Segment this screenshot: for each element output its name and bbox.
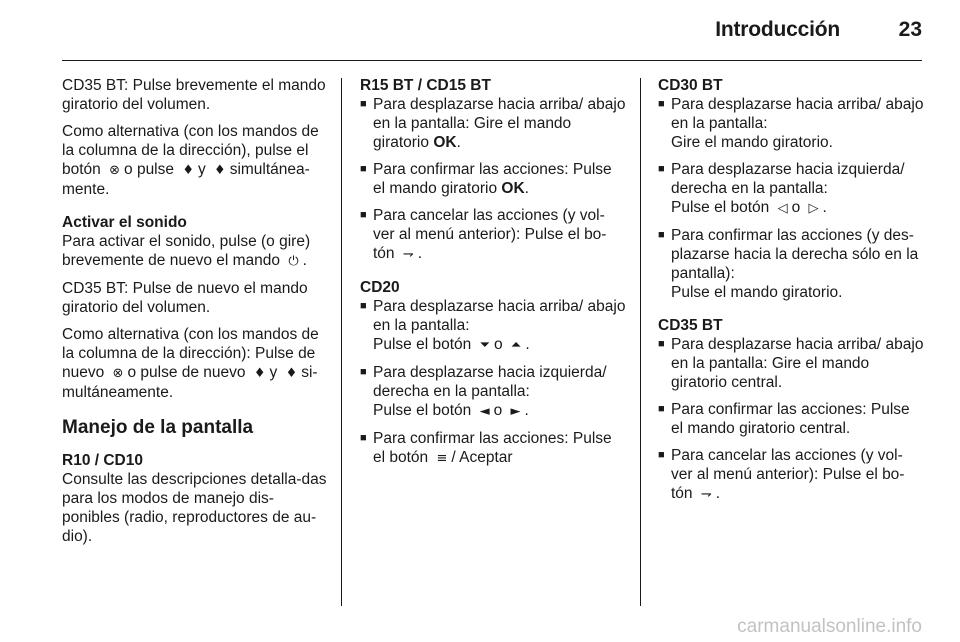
back-icon: ⇁ [700, 487, 712, 502]
volume-down-icon: ♦ [214, 163, 226, 178]
arrow-down-icon: ⏷ [479, 338, 490, 353]
paragraph: Como alternativa (con los mandos de la columna de la dirección), pulse el botón ⊗ o pulse ♦ y ♦ simultánea-mente. [62, 123, 319, 198]
list-item: ■ Para desplazarse hacia arriba/ abajo en la pantalla: Gire el mando giratorio. [658, 95, 924, 152]
volume-up-icon: ♦ [253, 366, 266, 381]
column-3 [658, 76, 924, 518]
column-1 [62, 76, 328, 554]
list-item: ■ Para desplazarse hacia arriba/ abajo en la pantalla: Gire el mando giratorio central. [658, 335, 924, 392]
column-divider-2 [640, 78, 641, 606]
arrow-right-icon: ► [510, 404, 521, 419]
volume-down-icon: ♦ [285, 366, 298, 381]
list-item: ■ Para cancelar las acciones (y vol-ver al menú anterior): Pulse el bo-tón ⇁ . [360, 206, 626, 264]
section-r15 [360, 76, 626, 264]
section-heading: R15 BT / CD15 BT [360, 77, 491, 94]
header-rule [62, 60, 922, 61]
list-item: ■ Para desplazarse hacia izquierda/ derecha en la pantalla: Pulse el botón ◄ o ► . [360, 363, 626, 421]
mute-icon: ⊗ [112, 366, 124, 381]
column-divider-1 [341, 78, 342, 606]
list-item: ■ Para confirmar las acciones: Pulse el mando giratorio OK. [360, 160, 626, 198]
section-heading: R10 / CD10 [62, 452, 143, 469]
back-icon: ⇁ [402, 247, 414, 262]
power-icon: ⏻ [288, 254, 299, 269]
section-heading: CD35 BT [658, 317, 723, 334]
volume-up-icon: ♦ [182, 163, 194, 178]
page-number: 23 [898, 18, 922, 41]
list-item: ■ Para desplazarse hacia arriba/ abajo en la pantalla: Pulse el botón ⏷ o ⏶ . [360, 297, 626, 355]
paragraph: CD35 BT: Pulse brevemente el mando giratorio del volumen. [62, 77, 326, 113]
section-activar [62, 213, 328, 402]
section-cd35 [658, 316, 924, 504]
section-heading: Activar el sonido [62, 214, 187, 231]
list-item: ■ Para confirmar las acciones: Pulse el mando giratorio central. [658, 400, 924, 438]
list-item: ■ Para confirmar las acciones: Pulse el botón ≡ / Aceptar [360, 429, 626, 468]
paragraph: Consulte las descripciones detalla-das para los modos de manejo dis-ponibles (radio, reproductores de au-dio). [62, 471, 327, 545]
arrow-left-icon: ◄ [479, 404, 490, 419]
list-item: ■ Para cancelar las acciones (y vol-ver al menú anterior): Pulse el bo-tón ⇁ . [658, 446, 924, 504]
list-item: ■ Para confirmar las acciones (y des-plazarse hacia la derecha sólo en la pantalla): Pulse el mando giratorio. [658, 226, 924, 302]
paragraph: Para activar el sonido, pulse (o gire) brevemente de nuevo el mando ⏻ . [62, 233, 311, 269]
section-heading: CD20 [360, 279, 400, 296]
list-item: ■ Para desplazarse hacia izquierda/ derecha en la pantalla: Pulse el botón ◁ o ▷ . [658, 160, 924, 218]
menu-icon: ≡ [436, 451, 448, 466]
arrow-up-icon: ⏶ [510, 338, 522, 353]
column-2 [360, 76, 626, 482]
header-title: Introducción [715, 18, 840, 41]
section-heading: CD30 BT [658, 77, 723, 94]
section-title: Manejo de la pantalla [62, 417, 254, 438]
paragraph: CD35 BT: Pulse de nuevo el mando giratorio del volumen. [62, 280, 308, 316]
mute-icon: ⊗ [109, 163, 121, 178]
arrow-right-small-icon: ▷ [808, 201, 819, 216]
list-item: ■ Para desplazarse hacia arriba/ abajo en la pantalla: Gire el mando giratorio OK. [360, 95, 626, 152]
section-cd30 [658, 76, 924, 302]
paragraph: Como alternativa (con los mandos de la columna de la dirección): Pulse de nuevo ⊗ o pulse de nuevo ♦ y ♦ si-multáneamente. [62, 326, 319, 401]
watermark: carmanualsonline.info [737, 616, 922, 637]
section-cd20 [360, 278, 626, 468]
arrow-left-small-icon: ◁ [777, 201, 788, 216]
